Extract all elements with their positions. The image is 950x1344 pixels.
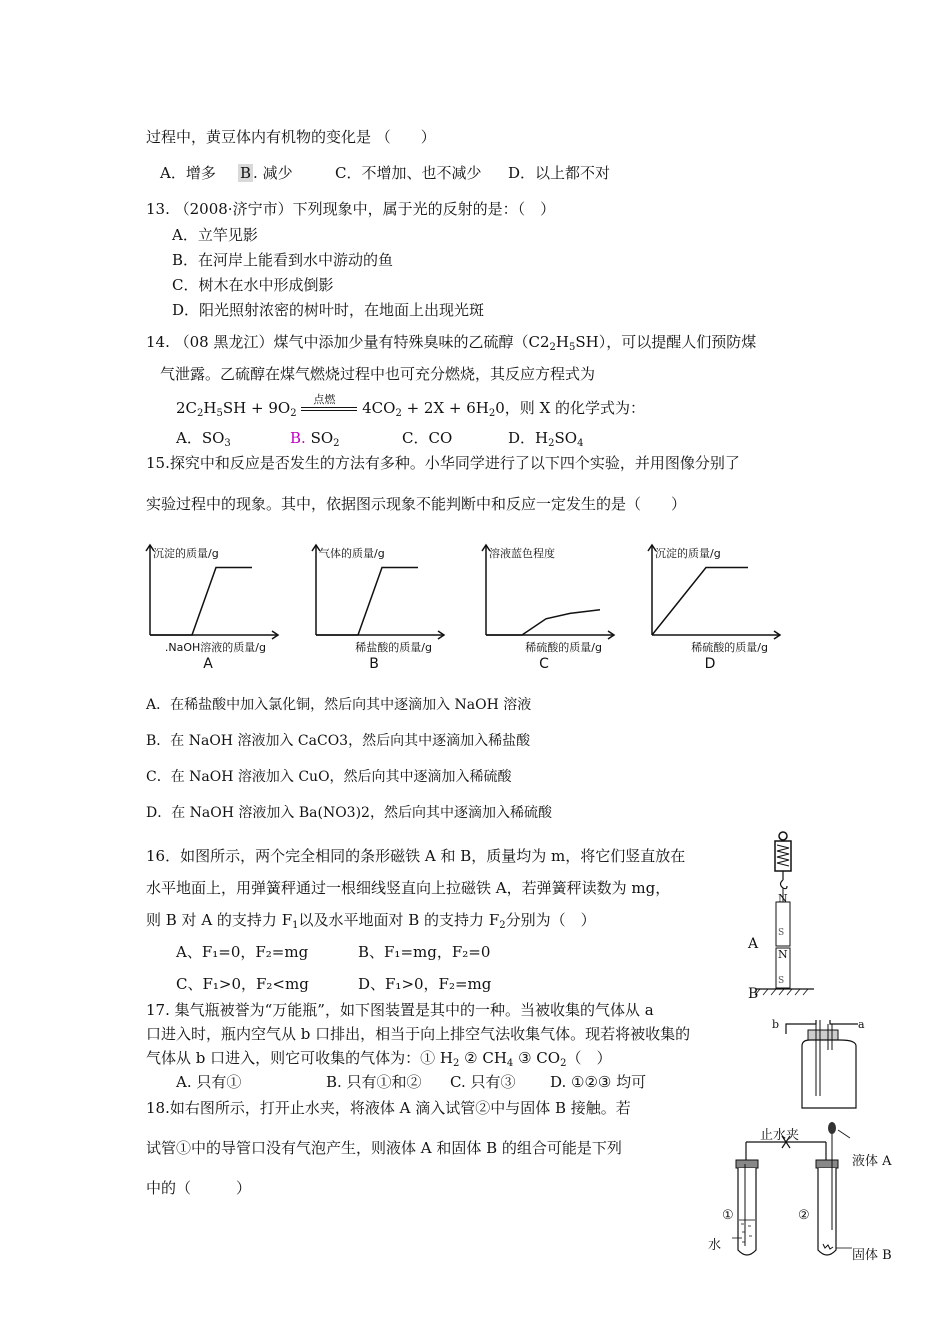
q12-option-c: C．不增加、也不减少 [335,164,482,182]
tube-2-label: ② [798,1208,810,1223]
q14-option-a: A．$SO_3$ [176,429,231,449]
chart-2-ylabel: 溶液蓝色程度 [489,547,555,560]
q16-option-b: B、F₁=mg，F₂=0 [358,943,491,961]
q16-stem-line1: 16．如图所示，两个完全相同的条形磁铁 A 和 B，质量均为 m，将它们竖直放在 [146,847,686,865]
q13-stem: 13. （2008·济宁市）下列现象中，属于光的反射的是：（ ） [146,200,556,218]
chart-2-caption: C [539,656,549,672]
q18-stem-line2: 试管①中的导管口没有气泡产生，则液体 A 和固体 B 的组合可能是下列 [146,1139,622,1157]
q12-option-d: D．以上都不对 [508,164,611,182]
q12-option-b-text: . 减少 [253,164,293,182]
q14-option-b: B. $SO_2$ [290,429,340,449]
q16-option-d: D、F₁>0，F₂=mg [358,975,492,993]
q17-option-d: D. ①②③ 均可 [550,1073,647,1091]
q14-stem-line1: 14. （08 黑龙江）煤气中添加少量有特殊臭味的乙硫醇$(C2_2H_5SH)$，可以提醒人们预防煤 [146,333,757,353]
q16-stem-line3-b: 以及水平地面对 B 的支持力 F [298,911,500,929]
q13-option-c: C．树木在水中形成倒影 [172,276,334,294]
q14-option-a-text: A．SO [176,429,225,447]
q17-option-a: A. 只有① [176,1073,242,1091]
q17-stem-line2: 口进入时，瓶内空气从 b 口排出，相当于向上排空气法收集气体。现若将被收集的 [146,1025,691,1043]
chart-1-caption: B [369,656,379,672]
chart-1-ylabel: 气体的质量/g [319,547,385,560]
q18-stem-line1: 18.如右图所示，打开止水夹，将液体 A 滴入试管②中与固体 B 接触。若 [146,1099,631,1117]
q14-option-d: D．$H_2SO_4$ [508,429,584,449]
magnet-a-north-label: N [778,892,788,905]
q14-option-d-text: D．H [508,429,549,447]
q12-option-b-letter: B [240,164,252,182]
solid-b-label: 固体 B [852,1248,892,1263]
q15-option-d: D．在 NaOH 溶液加入 Ba(NO3)2，然后向其中逐滴加入稀硫酸 [146,805,552,821]
chart-0-series-line [150,568,252,636]
magnet-b-north-label: N [778,948,788,961]
q14-option-c: C．CO [402,429,453,447]
magnet-b-south-label: S [778,976,785,986]
q14-eq-tail: ，则 X 的化学式为： [504,399,646,417]
tube-1-label: ① [722,1208,734,1223]
chart-0-xlabel: .NaOH溶液的质量/g [164,641,266,654]
bottle-port-b-label: b [772,1018,780,1031]
chart-2-xlabel: 稀硫酸的质量/g [525,641,602,654]
q16-stem-line2: 水平地面上，用弹簧秤通过一根细线竖直向上拉磁铁 A，若弹簧秤读数为 mg， [146,879,671,897]
q15-charts [0,535,950,695]
water-label: 水 [708,1238,722,1253]
q12-stem-tail: 过程中，黄豆体内有机物的变化是 （ ） [146,128,436,146]
q15-option-b: B．在 NaOH 溶液加入 CaCO3，然后向其中逐滴加入稀盐酸 [146,733,531,749]
liquid-a-label: 液体 A [852,1154,892,1169]
q16-option-a: A、F₁=0，F₂=mg [176,943,309,961]
chart-3-caption: D [704,656,716,672]
q17-stem-line3: 气体从 b 口进入，则它可收集的气体为：① $H_2$ ② $CH_4$ ③ $CO_2$（ ） [146,1049,612,1069]
q14-option-b-text: SO [310,429,334,447]
q13-option-b: B．在河岸上能看到水中游动的鱼 [172,251,394,269]
q17-stem-line3-pre: 气体从 b 口进入，则它可收集的气体为：① H [146,1049,453,1067]
bottle-port-a-label: a [858,1018,865,1031]
q14-stem-line1-pre: 14. （08 黑龙江）煤气中添加少量有特殊臭味的乙硫醇（C [146,333,540,351]
q17-option-c: C. 只有③ [450,1073,516,1091]
q16-stem-line3-c: 分别为（ ） [505,911,596,929]
q14-option-b-letter: B. [290,429,311,447]
magnet-b-label: B [748,986,759,1002]
q15-stem-line1: 15.探究中和反应是否发生的方法有多种。小华同学进行了以下四个实验，并用图像分别了 [146,454,740,472]
q15-stem-line2: 实验过程中的现象。其中，依据图示现象不能判断中和反应一定发生的是（ ） [146,495,687,513]
q12-option-b [238,163,293,183]
q14-stem-line1-post: SH），可以提醒人们预防煤 [575,333,757,351]
chart-0-caption: A [203,656,213,672]
q14-eq-condition: 点燃 [313,393,336,406]
q15-option-c: C．在 NaOH 溶液加入 CuO，然后向其中逐滴加入稀硫酸 [146,769,512,785]
chart-3-series-line [652,568,748,636]
stopcock-label: 止水夹 [760,1128,800,1143]
chart-2-series-line [486,610,600,635]
q17-stem-line1: 17. 集气瓶被誉为“万能瓶”，如下图装置是其中的一种。当被收集的气体从 a [146,1001,654,1019]
magnet-a-south-label: S [778,928,785,938]
q14-stem-line2: 气泄露。乙硫醇在煤气燃烧过程中也可充分燃烧，其反应方程式为 [160,365,596,383]
q16-option-c: C、F₁>0，F₂<mg [176,975,309,993]
chart-3-xlabel: 稀硫酸的质量/g [691,641,768,654]
chart-3-ylabel: 沉淀的质量/g [655,547,721,560]
q15-option-a: A．在稀盐酸中加入氯化铜，然后向其中逐滴加入 NaOH 溶液 [146,697,532,713]
q12-option-a: A．增多 [160,164,216,182]
q16-stem-line3: 则 B 对 A 的支持力 $F_1$以及水平地面对 B 的支持力 $F_2$分别为（ ） [146,911,596,931]
q14-equation: $2C_2H_5SH + 9O_2$ 点燃 $4CO_2 + 2X + 6H_20$，则 X 的化学式为： [176,398,645,424]
q13-option-a: A．立竿见影 [172,226,258,244]
magnet-a-label: A [748,936,759,952]
q17-stem-line3-mid1: ② CH [459,1049,507,1067]
q16-stem-line3-a: 则 B 对 A 的支持力 F [146,911,293,929]
q17-stem-line3-post: （ ） [566,1049,612,1067]
q18-stem-line3: 中的（ ） [146,1179,252,1197]
chart-0-ylabel: 沉淀的质量/g [153,547,219,560]
chart-1-xlabel: 稀盐酸的质量/g [355,641,432,654]
chart-1-series-line [316,568,418,636]
q17-option-b: B. 只有①和② [326,1073,422,1091]
q13-option-d: D．阳光照射浓密的树叶时，在地面上出现光斑 [172,301,485,319]
q17-stem-line3-mid2: ③ CO [513,1049,561,1067]
